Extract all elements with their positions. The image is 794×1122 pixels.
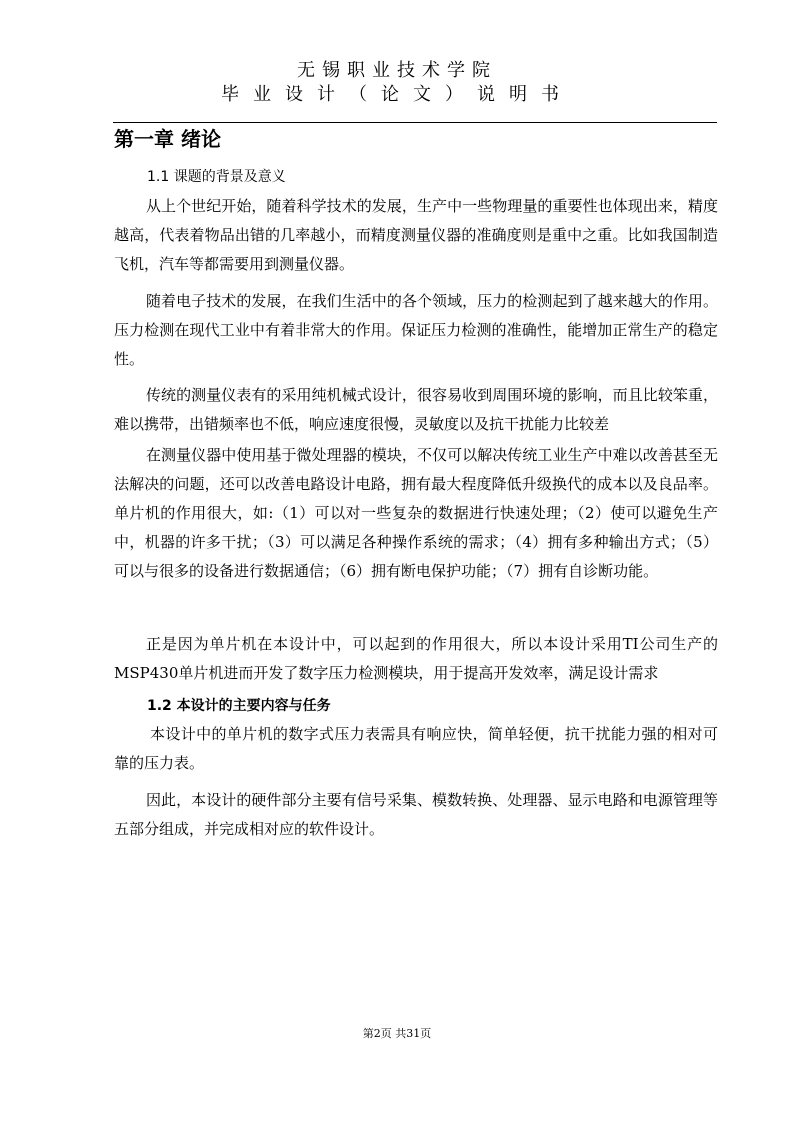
paragraph: 随着电子技术的发展，在我们生活中的各个领域，压力的检测起到了越来越大的作用。压力检测在现代工业中有着非常大的作用。保证压力检测的准确性，能增加正常生产的稳定性。: [114, 292, 718, 368]
paragraph: 因此，本设计的硬件部分主要有信号采集、模数转换、处理器、显示电路和电源管理等五部分组成，并完成相对应的软件设计。: [114, 791, 718, 838]
paragraph: 本设计中的单片机的数字式压力表需具有响应快，简单轻便，抗干扰能力强的相对可靠的压力表。: [114, 725, 718, 772]
paragraph: 从上个世纪开始，随着科学技术的发展，生产中一些物理量的重要性也体现出来，精度越高，代表着物品出错的几率越小，而精度测量仪器的准确度则是重中之重。比如我国制造飞机，汽车等都需要用到测量仪器。: [114, 197, 718, 273]
page-number: 第2页 共31页: [362, 1027, 432, 1040]
school-name: 无锡职业技术学院: [297, 60, 497, 81]
paragraph: 传统的测量仪表有的采用纯机械式设计，很容易收到周围环境的影响，而且比较笨重，难以携带，出错频率也不低，响应速度很慢，灵敏度以及抗干扰能力比较差: [114, 386, 718, 433]
section-heading-1-1: 1.1 课题的背景及意义: [147, 169, 286, 185]
chapter-title: 第一章 绪论: [114, 127, 221, 151]
document-type-title: 毕业设计（论文）说明书: [221, 84, 573, 105]
paragraph: 正是因为单片机在本设计中，可以起到的作用很大，所以本设计采用TI公司生产的MSP430单片机进而开发了数字压力检测模块，用于提高开发效率，满足设计需求: [114, 635, 718, 682]
paragraph: 在测量仪器中使用基于微处理器的模块，不仅可以解决传统工业生产中难以改善甚至无法解决的问题，还可以改善电路设计电路，拥有最大程度降低升级换代的成本以及良品率。单片机的作用很大，如:（1）可以对一些复杂的数据进行快速处理；（2）使可以避免生产中，机器的许多干扰；（3）可以满足各种操作系统的需求；（4）拥有多种输出方式；（5）可以与很多的设备进行数据通信；（6）拥有断电保护功能；（7）拥有自诊断功能。: [114, 446, 718, 580]
section-heading-1-2: 1.2 本设计的主要内容与任务: [147, 698, 331, 714]
